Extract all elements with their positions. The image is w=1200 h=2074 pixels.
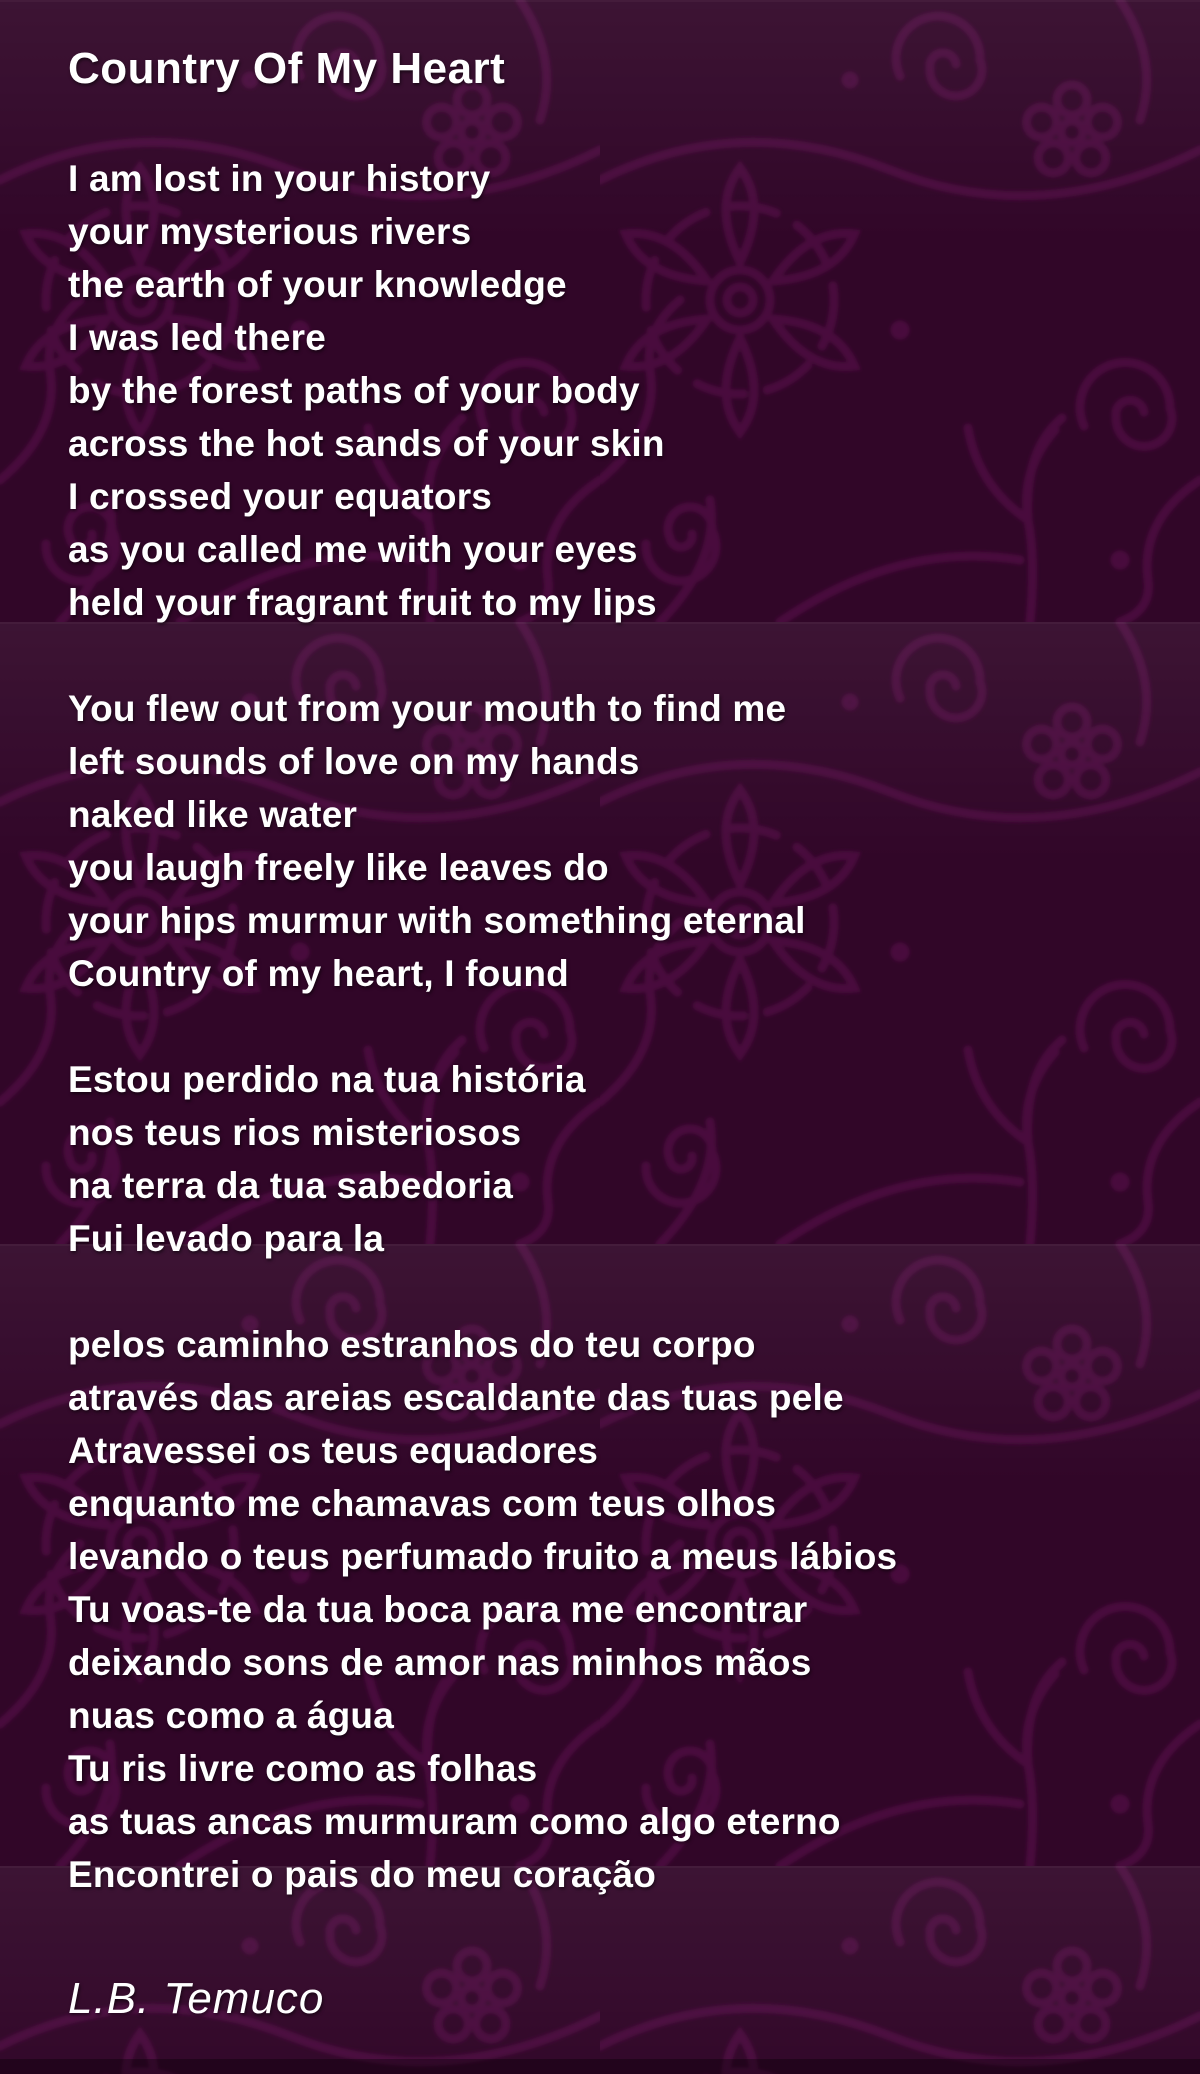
poem-line: nuas como a água bbox=[68, 1695, 395, 1736]
bottom-edge-shadow bbox=[0, 2059, 1200, 2074]
poem-line: na terra da tua sabedoria bbox=[68, 1165, 514, 1206]
poem-line: Tu voas-te da tua boca para me encontrar bbox=[68, 1589, 808, 1630]
poem-line: enquanto me chamavas com teus olhos bbox=[68, 1483, 777, 1524]
poem-line: Fui levado para la bbox=[68, 1218, 385, 1259]
poem-line: Encontrei o pais do meu coração bbox=[68, 1854, 657, 1895]
poem-line: deixando sons de amor nas minhos mãos bbox=[68, 1642, 812, 1683]
poem-line: I am lost in your history bbox=[68, 158, 491, 199]
poem-line: left sounds of love on my hands bbox=[68, 741, 640, 782]
poem-line: pelos caminho estranhos do teu corpo bbox=[68, 1324, 756, 1365]
poem-line: your hips murmur with something eternal bbox=[68, 900, 806, 941]
poem-line: held your fragrant fruit to my lips bbox=[68, 582, 657, 623]
poem-line: the earth of your knowledge bbox=[68, 264, 567, 305]
poem-title: Country Of My Heart bbox=[68, 44, 506, 93]
poem-line: you laugh freely like leaves do bbox=[68, 847, 609, 888]
poem-line: levando o teus perfumado fruito a meus lábios bbox=[68, 1536, 898, 1577]
poem-line: You flew out from your mouth to find me bbox=[68, 688, 787, 729]
poem-line: I crossed your equators bbox=[68, 476, 493, 517]
poem-line: Atravessei os teus equadores bbox=[68, 1430, 598, 1471]
stanza-4 bbox=[68, 1318, 1170, 1901]
poem-line: nos teus rios misteriosos bbox=[68, 1112, 522, 1153]
stanza-2 bbox=[68, 682, 1170, 1000]
poem-line: your mysterious rivers bbox=[68, 211, 472, 252]
poem-line: by the forest paths of your body bbox=[68, 370, 640, 411]
poem-line: across the hot sands of your skin bbox=[68, 423, 665, 464]
stanza-3 bbox=[68, 1053, 1170, 1265]
poem-line: as you called me with your eyes bbox=[68, 529, 638, 570]
poem-line: I was led there bbox=[68, 317, 326, 358]
poem-line: através das areias escaldante das tuas pele bbox=[68, 1377, 844, 1418]
poem-line: naked like water bbox=[68, 794, 358, 835]
stanza-1 bbox=[68, 152, 1170, 629]
poem-line: Estou perdido na tua história bbox=[68, 1059, 586, 1100]
poem-line: as tuas ancas murmuram como algo eterno bbox=[68, 1801, 841, 1842]
poem-line: Tu ris livre como as folhas bbox=[68, 1748, 538, 1789]
poem-author-signature: L.B. Temuco bbox=[68, 1974, 325, 2023]
poem-line: Country of my heart, I found bbox=[68, 953, 569, 994]
